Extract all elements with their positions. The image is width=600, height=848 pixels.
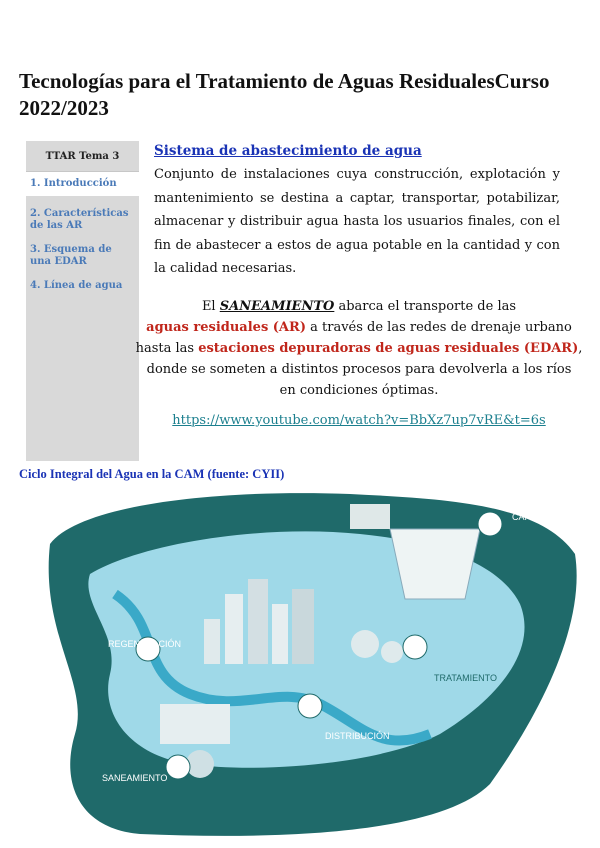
sidebar-nav <box>26 141 139 461</box>
label-distribucion: DISTRIBUCIÓN <box>325 731 390 741</box>
label-regeneracion: REGENERACIÓN <box>108 639 182 649</box>
figure-caption: Ciclo Integral del Agua en la CAM (fuente: CYII) <box>19 467 285 481</box>
sidebar-header: TTAR Tema 3 <box>26 141 139 172</box>
saneamiento-icon <box>166 755 190 779</box>
label-tratamiento: TRATAMIENTO <box>434 673 497 683</box>
distribucion-icon <box>298 694 322 718</box>
youtube-link[interactable]: https://www.youtube.com/watch?v=BbXz7up7vRE&t=6s <box>172 413 546 428</box>
dam-icon <box>390 529 480 599</box>
tratamiento-icon <box>403 635 427 659</box>
water-cycle-illustration <box>20 484 586 840</box>
sidebar-item-esquema-edar[interactable]: 3. Esquema de una EDAR <box>30 244 112 267</box>
sidebar-item-linea-agua[interactable]: 4. Línea de agua <box>30 280 123 291</box>
saneamiento-line-1: El SANEAMIENTO abarca el transporte de las <box>201 299 517 314</box>
section-title: Sistema de abastecimiento de agua <box>154 143 422 159</box>
saneamiento-term: SANEAMIENTO <box>219 299 335 314</box>
saneamiento-line-3: hasta las estaciones depuradoras de aguas residuales (EDAR), <box>135 341 583 356</box>
captacion-icon <box>478 512 502 536</box>
definition-paragraph: Conjunto de instalaciones cuya construcción, explotación y mantenimiento se destina a captar, transportar, potabilizar, almacenar y distribuir agua hasta los usuarios finales, con el fin de abastecer a estos de agua potable en la cantidad y con la calidad necesarias. <box>154 167 560 276</box>
document-title: Tecnologías para el Tratamiento de Aguas ResidualesCurso 2022/2023 <box>19 69 550 120</box>
captacion-plant-icon <box>350 504 390 529</box>
label-captacion: CAPTACIÓN <box>512 512 564 522</box>
label-saneamiento: SANEAMIENTO <box>102 773 168 783</box>
saneamiento-line-4: donde se someten a distintos procesos para devolverla a los ríos <box>146 362 572 377</box>
edar-term: estaciones depuradoras de aguas residuales (EDAR) <box>198 341 579 356</box>
sidebar-item-introduccion[interactable]: 1. Introducción <box>26 172 139 196</box>
aguas-residuales-term: aguas residuales (AR) <box>146 320 306 335</box>
saneamiento-line-2: aguas residuales (AR) a través de las redes de drenaje urbano <box>146 320 572 335</box>
sidebar-item-caracteristicas[interactable]: 2. Características de las AR <box>30 208 129 231</box>
saneamiento-line-5: en condiciones óptimas. <box>279 383 439 398</box>
